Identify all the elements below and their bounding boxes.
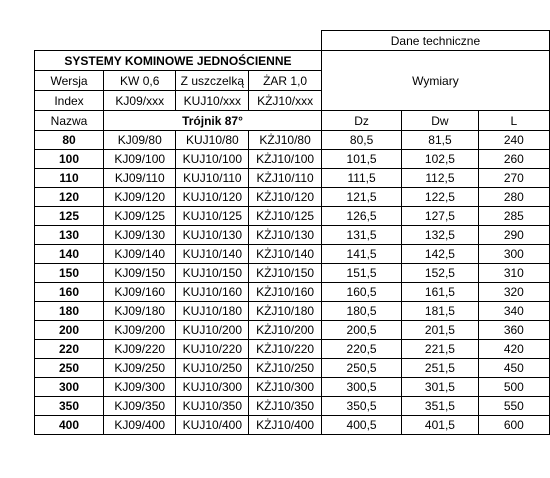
dw-cell: 221,5: [402, 340, 478, 359]
dz-cell: 131,5: [321, 226, 401, 245]
table-row: [35, 321, 550, 340]
tech-group-header: Dane techniczne: [321, 31, 549, 51]
l-cell: 340: [478, 302, 549, 321]
l-cell: 420: [478, 340, 549, 359]
kj-index-cell: KJ09/220: [104, 340, 176, 359]
size-cell: 160: [35, 283, 104, 302]
dz-cell: 350,5: [321, 397, 401, 416]
size-cell: 400: [35, 416, 104, 435]
kzj-index-cell: KŻJ10/350: [249, 397, 322, 416]
kuj-index-cell: KUJ10/200: [176, 321, 249, 340]
header-row-tech: [35, 31, 550, 51]
kuj-index-cell: KUJ10/140: [176, 245, 249, 264]
kuj-index-cell: KUJ10/350: [176, 397, 249, 416]
table-row: [35, 150, 550, 169]
size-cell: 100: [35, 150, 104, 169]
table-row: [35, 416, 550, 435]
dim-col-l: L: [478, 111, 549, 131]
size-cell: 220: [35, 340, 104, 359]
kj-index-cell: KJ09/120: [104, 188, 176, 207]
spec-table-body: [35, 31, 550, 131]
l-cell: 280: [478, 188, 549, 207]
kj-index-cell: KJ09/110: [104, 169, 176, 188]
dim-col-dz: Dz: [321, 111, 401, 131]
table-row: [35, 397, 550, 416]
dw-cell: 127,5: [402, 207, 478, 226]
size-cell: 120: [35, 188, 104, 207]
table-row: [35, 245, 550, 264]
size-cell: 350: [35, 397, 104, 416]
size-cell: 80: [35, 131, 104, 150]
index-kuj: KUJ10/xxx: [176, 91, 249, 111]
kj-index-cell: KJ09/150: [104, 264, 176, 283]
l-cell: 450: [478, 359, 549, 378]
l-cell: 290: [478, 226, 549, 245]
dz-cell: 141,5: [321, 245, 401, 264]
kzj-index-cell: KŻJ10/100: [249, 150, 322, 169]
l-cell: 360: [478, 321, 549, 340]
kj-index-cell: KJ09/200: [104, 321, 176, 340]
dw-cell: 301,5: [402, 378, 478, 397]
size-cell: 180: [35, 302, 104, 321]
size-cell: 250: [35, 359, 104, 378]
dz-cell: 180,5: [321, 302, 401, 321]
kuj-index-cell: KUJ10/300: [176, 378, 249, 397]
size-cell: 150: [35, 264, 104, 283]
header-row-nazwa: [35, 111, 550, 131]
size-cell: 200: [35, 321, 104, 340]
header-row-system: [35, 51, 550, 71]
table-row: [35, 188, 550, 207]
kzj-index-cell: KŻJ10/110: [249, 169, 322, 188]
kzj-index-cell: KŻJ10/200: [249, 321, 322, 340]
dw-cell: 102,5: [402, 150, 478, 169]
dz-cell: 101,5: [321, 150, 401, 169]
l-cell: 240: [478, 131, 549, 150]
dz-cell: 121,5: [321, 188, 401, 207]
dw-cell: 161,5: [402, 283, 478, 302]
table-row: [35, 226, 550, 245]
l-cell: 260: [478, 150, 549, 169]
kzj-index-cell: KŻJ10/140: [249, 245, 322, 264]
kzj-index-cell: KŻJ10/250: [249, 359, 322, 378]
spec-rows: [35, 131, 550, 435]
dz-cell: 220,5: [321, 340, 401, 359]
dw-cell: 122,5: [402, 188, 478, 207]
dw-cell: 181,5: [402, 302, 478, 321]
kj-index-cell: KJ09/300: [104, 378, 176, 397]
dz-cell: 400,5: [321, 416, 401, 435]
kzj-index-cell: KŻJ10/160: [249, 283, 322, 302]
kuj-index-cell: KUJ10/80: [176, 131, 249, 150]
kj-index-cell: KJ09/125: [104, 207, 176, 226]
kuj-index-cell: KUJ10/110: [176, 169, 249, 188]
dw-cell: 401,5: [402, 416, 478, 435]
dw-cell: 251,5: [402, 359, 478, 378]
size-cell: 130: [35, 226, 104, 245]
dw-cell: 201,5: [402, 321, 478, 340]
kj-index-cell: KJ09/160: [104, 283, 176, 302]
table-row: [35, 169, 550, 188]
l-cell: 285: [478, 207, 549, 226]
kuj-index-cell: KUJ10/220: [176, 340, 249, 359]
table-row: [35, 302, 550, 321]
dw-cell: 152,5: [402, 264, 478, 283]
size-cell: 300: [35, 378, 104, 397]
kuj-index-cell: KUJ10/250: [176, 359, 249, 378]
wersja-kw: KW 0,6: [104, 71, 176, 91]
dz-cell: 111,5: [321, 169, 401, 188]
table-row: [35, 283, 550, 302]
dz-cell: 160,5: [321, 283, 401, 302]
kuj-index-cell: KUJ10/400: [176, 416, 249, 435]
kuj-index-cell: KUJ10/100: [176, 150, 249, 169]
kzj-index-cell: KŻJ10/400: [249, 416, 322, 435]
kj-index-cell: KJ09/250: [104, 359, 176, 378]
table-row: [35, 264, 550, 283]
kzj-index-cell: KŻJ10/125: [249, 207, 322, 226]
kzj-index-cell: KŻJ10/220: [249, 340, 322, 359]
kzj-index-cell: KŻJ10/80: [249, 131, 322, 150]
wersja-uszczelka: Z uszczelką: [176, 71, 249, 91]
kzj-index-cell: KŻJ10/300: [249, 378, 322, 397]
kzj-index-cell: KŻJ10/180: [249, 302, 322, 321]
l-cell: 310: [478, 264, 549, 283]
dz-cell: 250,5: [321, 359, 401, 378]
kj-index-cell: KJ09/130: [104, 226, 176, 245]
dz-cell: 80,5: [321, 131, 401, 150]
table-row: [35, 207, 550, 226]
spec-table: [34, 30, 550, 435]
kuj-index-cell: KUJ10/125: [176, 207, 249, 226]
dw-cell: 81,5: [402, 131, 478, 150]
dw-cell: 132,5: [402, 226, 478, 245]
kj-index-cell: KJ09/400: [104, 416, 176, 435]
dz-cell: 151,5: [321, 264, 401, 283]
nazwa-label: Nazwa: [35, 111, 104, 131]
index-kj: KJ09/xxx: [104, 91, 176, 111]
kuj-index-cell: KUJ10/130: [176, 226, 249, 245]
size-cell: 110: [35, 169, 104, 188]
kuj-index-cell: KUJ10/180: [176, 302, 249, 321]
l-cell: 550: [478, 397, 549, 416]
product-name: Trójnik 87°: [104, 111, 322, 131]
l-cell: 320: [478, 283, 549, 302]
size-cell: 140: [35, 245, 104, 264]
dw-cell: 112,5: [402, 169, 478, 188]
kj-index-cell: KJ09/80: [104, 131, 176, 150]
dz-cell: 200,5: [321, 321, 401, 340]
l-cell: 270: [478, 169, 549, 188]
system-title: SYSTEMY KOMINOWE JEDNOŚCIENNE: [35, 51, 322, 71]
table-row: [35, 378, 550, 397]
index-label: Index: [35, 91, 104, 111]
index-kzj: KŻJ10/xxx: [249, 91, 322, 111]
wymiary-header: Wymiary: [321, 51, 549, 111]
kuj-index-cell: KUJ10/160: [176, 283, 249, 302]
kuj-index-cell: KUJ10/150: [176, 264, 249, 283]
kj-index-cell: KJ09/350: [104, 397, 176, 416]
size-cell: 125: [35, 207, 104, 226]
kj-index-cell: KJ09/140: [104, 245, 176, 264]
dim-col-dw: Dw: [402, 111, 478, 131]
wersja-zar: ŻAR 1,0: [249, 71, 322, 91]
table-row: [35, 131, 550, 150]
l-cell: 500: [478, 378, 549, 397]
dz-cell: 126,5: [321, 207, 401, 226]
kzj-index-cell: KŻJ10/150: [249, 264, 322, 283]
wersja-label: Wersja: [35, 71, 104, 91]
dw-cell: 142,5: [402, 245, 478, 264]
table-row: [35, 359, 550, 378]
kuj-index-cell: KUJ10/120: [176, 188, 249, 207]
l-cell: 600: [478, 416, 549, 435]
kzj-index-cell: KŻJ10/120: [249, 188, 322, 207]
table-row: [35, 340, 550, 359]
l-cell: 300: [478, 245, 549, 264]
kzj-index-cell: KŻJ10/130: [249, 226, 322, 245]
dz-cell: 300,5: [321, 378, 401, 397]
kj-index-cell: KJ09/100: [104, 150, 176, 169]
kj-index-cell: KJ09/180: [104, 302, 176, 321]
blank-corner-cell: [35, 31, 322, 51]
dw-cell: 351,5: [402, 397, 478, 416]
